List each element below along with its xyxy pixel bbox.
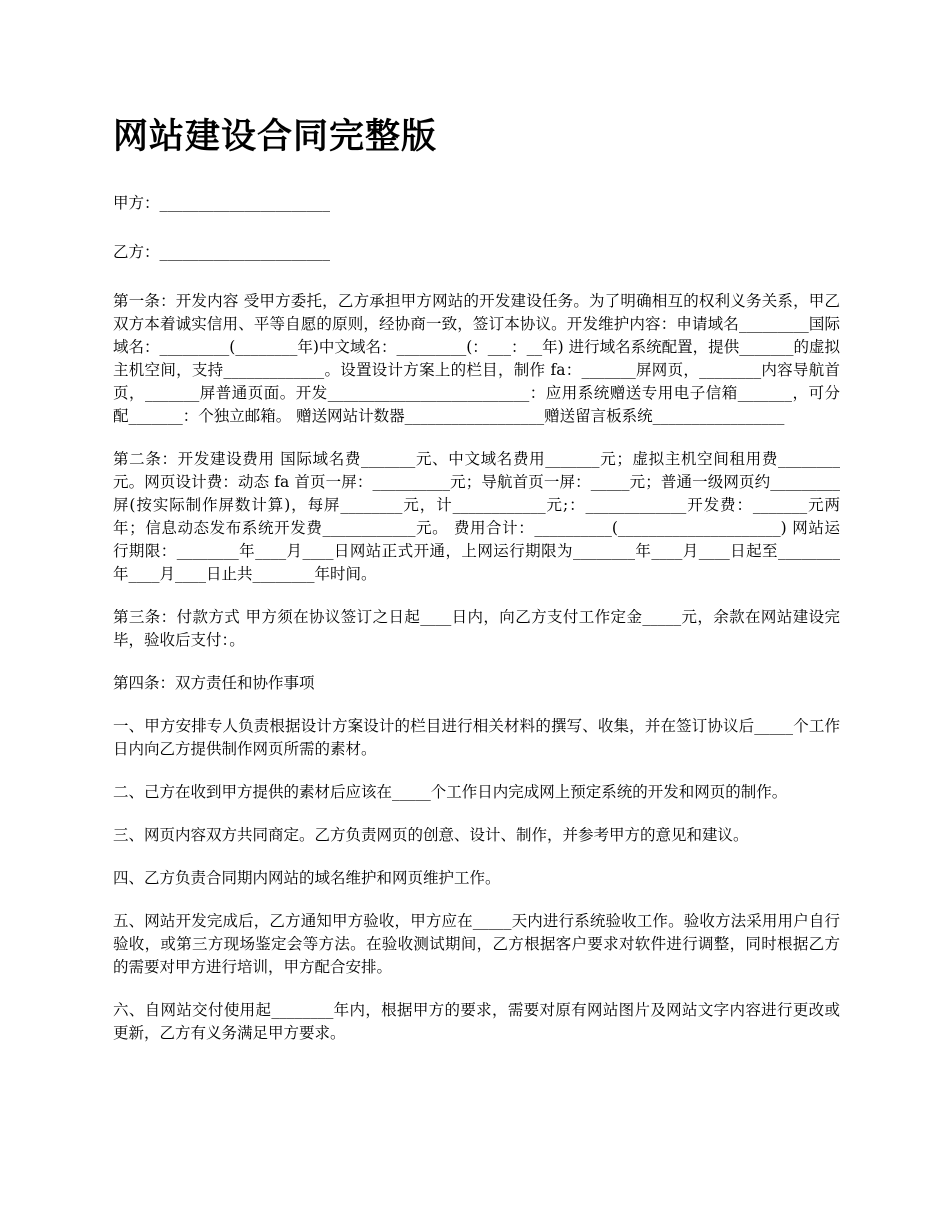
clause-4: 四、乙方负责合同期内网站的域名维护和网页维护工作。 (113, 869, 501, 887)
clause-5: 五、网站开发完成后，乙方通知甲方验收，甲方应在_____天内进行系统验收工作。验收方法采用用户自行验收，或第三方现场鉴定会等方法。在验收测试期间，乙方根据客户要求对软件进行调整，同时根据乙方的需要对甲方进行培训，甲方配合安排。 (113, 912, 840, 976)
clause-3: 三、网页内容双方共同商定。乙方负责网页的创意、设计、制作，并参考甲方的意见和建议。 (113, 826, 749, 844)
article-1-development-content: 第一条：开发内容 受甲方委托，乙方承担甲方网站的开发建设任务。为了明确相互的权利义务关系，甲乙双方本着诚实信用、平等自愿的原则，经协商一致，签订本协议。开发维护内容：申请域名_________国际域名：_________(________年)中文域名：_________(：___：__年) 进行域名系统配置，提供_______的虚拟主机空间，支持_____________。设置设计方案上的栏目，制作 fa：_______屏网页，________内容导航首页，_______屏普通页面。开发__________________________：应用系统赠送专用电子信箱_______，可分配_______：个独立邮箱。 赠送网站计数器__________________赠送留言板系统_________________ (113, 292, 840, 425)
article-3-payment-method: 第三条：付款方式 甲方须在协议签订之日起____日内，向乙方支付工作定金_____元，余款在网站建设完毕，验收后支付：。 (113, 608, 840, 649)
article-2-development-fees: 第二条：开发建设费用 国际域名费_______元、中文域名费用_______元；虚拟主机空间租用费________元。网页设计费：动态 fa 首页一屏：__________元；导航首页一屏：_____元；普通一级网页约_________屏(按实际制作屏数计算)，每屏________元，计____________元;：_____________开发费：_______元两年；信息动态发布系统开发费____________元。 费用合计：__________(_____________________) 网站运行期限：________年____月____日网站正式开通，上网运行期限为________年____月____日起至________年____月____日止共________年时间。 (113, 450, 840, 583)
clause-6: 六、自网站交付使用起________年内，根据甲方的要求，需要对原有网站图片及网站文字内容进行更改或更新，乙方有义务满足甲方要求。 (113, 1001, 840, 1042)
clause-1: 一、甲方安排专人负责根据设计方案设计的栏目进行相关材料的撰写、收集，并在签订协议后_____个工作日内向乙方提供制作网页所需的素材。 (113, 717, 840, 758)
clause-2: 二、己方在收到甲方提供的素材后应该在_____个工作日内完成网上预定系统的开发和网页的制作。 (113, 783, 788, 801)
party-b-line: 乙方：______________________ (113, 243, 331, 261)
document-page (113, 112, 840, 1065)
party-a-line: 甲方：______________________ (113, 194, 331, 212)
document-title: 网站建设合同完整版 (113, 116, 438, 157)
article-4-heading: 第四条：双方责任和协作事项 (113, 674, 315, 692)
